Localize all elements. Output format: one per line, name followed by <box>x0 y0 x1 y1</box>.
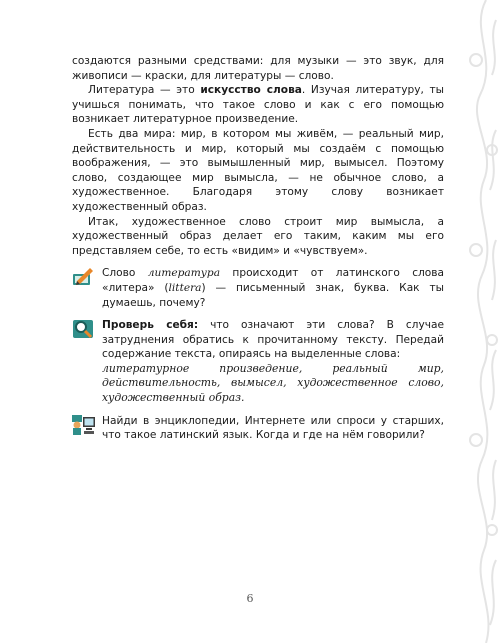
note-block <box>72 266 444 310</box>
page-number: 6 <box>246 592 254 605</box>
page-content <box>72 54 444 443</box>
pencil-book-icon <box>72 266 96 288</box>
check-text: Проверь себя: что означают эти слова? В случае затруднения обратись к прочитанному тексту. Передай содержание текста, опираясь на выделенные слова: <box>102 319 444 361</box>
paragraph-3: Есть два мира: мир, в котором мы живём, — реальный мир, действительность и мир, который мы создаём с помощью воображения, — это вымышленный мир, вымысел. Поэтому слово, создающее мир вымысла, — не обычное слово, а художественное. Благодаря этому слову возникает художественный образ. <box>72 127 444 213</box>
paragraph-1: создаются разными средствами: для музыки — это звук, для живописи — краски, для литературы — слово. <box>72 55 444 82</box>
latin-term: littera <box>168 281 202 294</box>
highlight-term: искусство слова <box>200 84 302 97</box>
check-block <box>72 318 444 406</box>
italic-term: литература <box>147 267 221 280</box>
check-yourself-icon <box>72 318 96 340</box>
decorative-border <box>466 0 500 643</box>
note-text: Слово литература происходит от латинского слова «литера» (littera) — письменный знак, буква. Как ты думаешь, почему? <box>102 267 445 309</box>
computer-person-icon <box>72 414 96 436</box>
research-block <box>72 414 444 443</box>
paragraph-2: Литература — это искусство слова. Изучая литературу, ты учишься понимать, что такое слово и как с его помощью возникает литературное произведение. <box>72 84 444 126</box>
keywords: литературное произведение, реальный мир, действительность, вымысел, художественное слово, художественный образ. <box>102 361 444 405</box>
paragraph-4: Итак, художественное слово строит мир вымысла, а художественный образ делает его таким, каким мы его представляем себе, то есть «видим» и «чувствуем». <box>72 215 444 257</box>
research-text: Найди в энциклопедии, Интернете или спроси у старших, что такое латинский язык. Когда и где на нём говорили? <box>102 414 444 442</box>
check-title: Проверь себя: <box>102 319 199 332</box>
